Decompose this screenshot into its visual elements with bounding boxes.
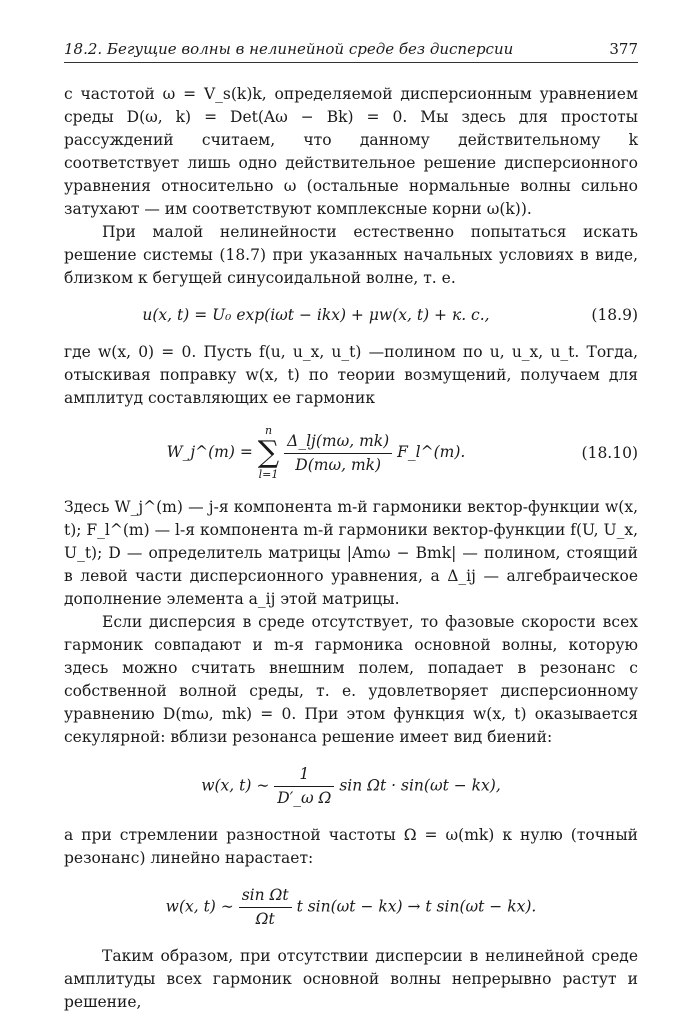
eq4-numerator: sin Ωt xyxy=(239,884,292,908)
eq4-rhs: t sin(ωt − kx) → t sin(ωt − kx). xyxy=(296,897,537,916)
equation-linear-growth xyxy=(64,884,638,931)
eq2-numerator: Δ_lj(mω, mk) xyxy=(284,430,392,454)
paragraph-4: Здесь W_j^(m) — j-я компонента m-й гармоники вектор-функции w(x, t); F_l^(m) — l-я компонента m-й гармоники вектор-функции f(U, U_x, U_t); D — определитель матрицы |Amω − Bmk| — полином, стоящий в левой части дисперсионного уравнения, а Δ_ij — алгебраическое дополнение элемента a_ij этой матрицы. xyxy=(64,498,638,608)
eq3-numerator: 1 xyxy=(274,763,334,787)
paragraph-2: При малой нелинейности естественно попытаться искать решение системы (18.7) при указанных начальных условиях в виде, близком к бегущей синусоидальной волне, т. е. xyxy=(64,223,638,287)
sum-upper-limit: n xyxy=(264,424,273,437)
sum-symbol: n ∑ l=1 xyxy=(257,424,280,481)
eq4-denominator: Ωt xyxy=(255,910,275,928)
paragraph-7: Таким образом, при отсутствии дисперсии в нелинейной среде амплитуды всех гармоник основной волны непрерывно растут и решение, xyxy=(64,947,638,1011)
eq2-rhs: F_l^(m). xyxy=(397,443,466,461)
equation-18-9 xyxy=(64,304,638,327)
eq3-denominator: D′_ω Ω xyxy=(277,789,332,807)
paragraph-6: а при стремлении разностной частоты Ω = ω(mk) к нулю (точный резонанс) линейно нарастает: xyxy=(64,826,638,867)
eq3-fraction xyxy=(274,763,334,810)
eq2-denominator: D(mω, mk) xyxy=(295,455,382,474)
equation-18-9-tag: (18.9) xyxy=(591,306,638,324)
equation-18-10-tag: (18.10) xyxy=(581,443,638,462)
sum-lower-limit: l=1 xyxy=(258,468,279,481)
paragraph-1: с частотой ω = V_s(k)k, определяемой дисперсионным уравнением среды D(ω, k) = Det(Aω − Bk) = 0. Мы здесь для простоты рассуждений считаем, что данному действительному k соответствует лишь одно действительное решение дисперсионного уравнения относительно ω (остальные нормальные волны сильно затухают — им соответствуют комплексные корни ω(k)). xyxy=(64,85,638,218)
eq2-fraction xyxy=(284,430,392,477)
equation-18-10 xyxy=(64,424,638,482)
book-page xyxy=(64,40,638,1014)
eq4-fraction xyxy=(239,884,292,931)
paragraph-3: где w(x, 0) = 0. Пусть f(u, u_x, u_t) —полином по u, u_x, u_t. Тогда, отыскивая поправку w(x, t) по теории возмущений, получаем для амплитуд составляющих ее гармоник xyxy=(64,343,638,407)
section-title: 18.2. Бегущие волны в нелинейной среде без дисперсии xyxy=(64,40,514,58)
running-header xyxy=(64,40,638,63)
eq2-lhs: W_j^(m) = xyxy=(166,443,253,461)
eq4-lhs: w(x, t) ∼ xyxy=(165,897,234,916)
eq3-rhs: sin Ωt · sin(ωt − kx), xyxy=(339,776,501,795)
equation-18-9-body: u(x, t) = U₀ exp(iωt − ikx) + μw(x, t) + к. с., xyxy=(142,306,490,324)
page-number: 377 xyxy=(609,40,638,58)
eq3-lhs: w(x, t) ∼ xyxy=(201,776,270,795)
paragraph-5: Если дисперсия в среде отсутствует, то фазовые скорости всех гармоник совпадают и m-я гармоника основной волны, которую здесь можно считать внешним полем, попадает в резонанс с собственной волной среды, т. е. удовлетворяет дисперсионному уравнению D(mω, mk) = 0. При этом функция w(x, t) оказывается секулярной: вблизи резонанса решение имеет вид биений: xyxy=(64,613,638,746)
page-body xyxy=(64,83,638,1014)
equation-beats xyxy=(64,763,638,810)
